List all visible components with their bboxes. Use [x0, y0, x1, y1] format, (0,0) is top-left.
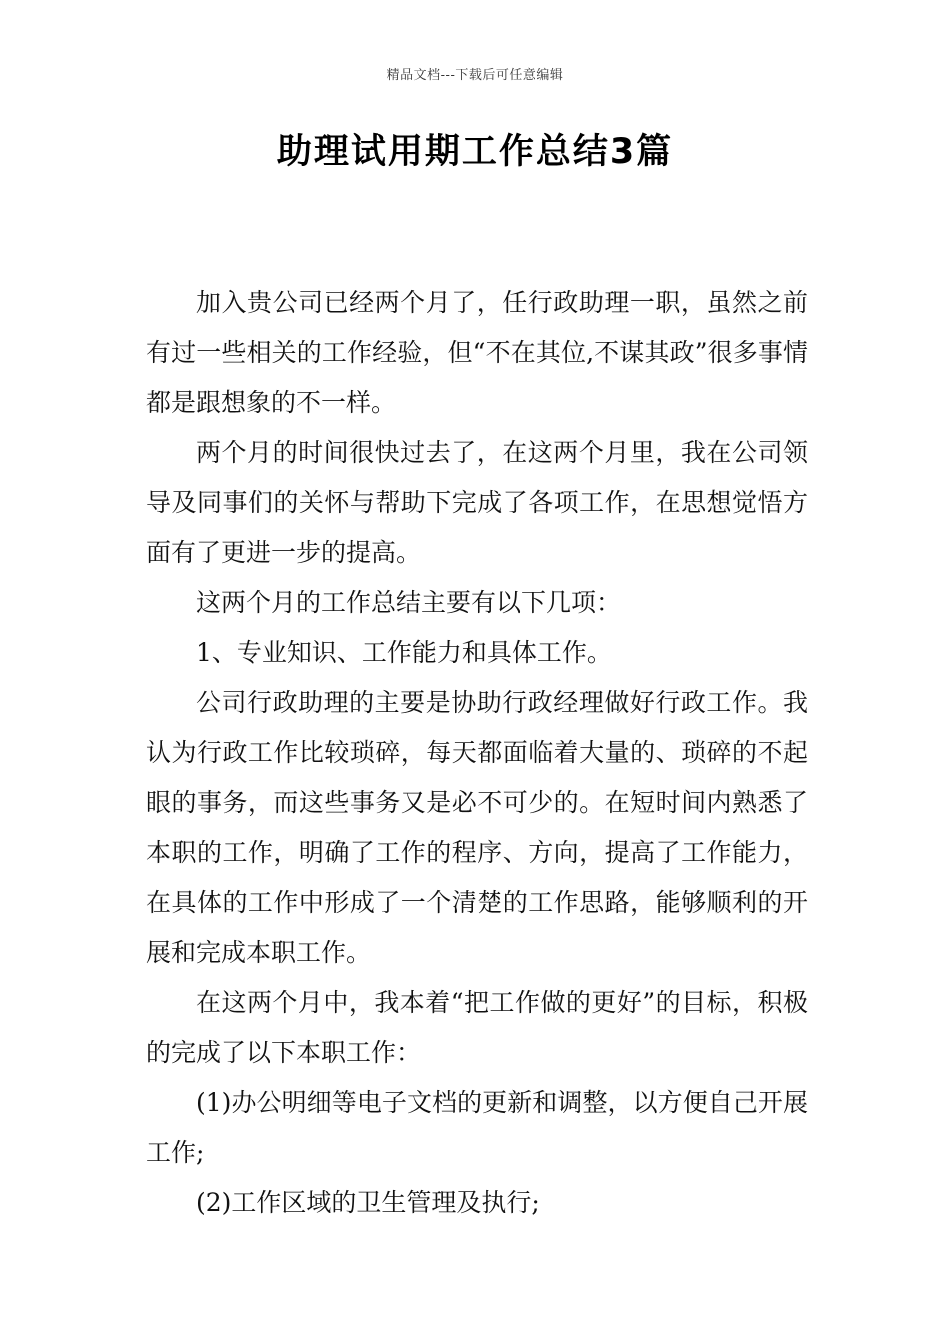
paragraph-item-1: (1)办公明细等电子文档的更新和调整，以方便自己开展工作; — [146, 1088, 808, 1167]
paragraph-intro: 加入贵公司已经两个月了，任行政助理一职，虽然之前有过一些相关的工作经验，但“不在其位,不谋其政”很多事情都是跟想象的不一样。 — [146, 288, 808, 417]
paragraph-heading-1: 1、专业知识、工作能力和具体工作。 — [196, 638, 612, 667]
paragraph-summary-lead: 这两个月的工作总结主要有以下几项： — [196, 588, 622, 617]
paragraph-goal: 在这两个月中，我本着“把工作做的更好”的目标，积极的完成了以下本职工作： — [146, 988, 808, 1067]
paragraph-item-2: (2)工作区域的卫生管理及执行; — [196, 1188, 540, 1217]
paragraph-two-months: 两个月的时间很快过去了，在这两个月里，我在公司领导及同事们的关怀与帮助下完成了各项工作，在思想觉悟方面有了更进一步的提高。 — [146, 438, 808, 567]
page-header: 精品文档---下载后可任意编辑 — [386, 68, 564, 83]
paragraph-admin-work: 公司行政助理的主要是协助行政经理做好行政工作。我认为行政工作比较琐碎，每天都面临着大量的、琐碎的不起眼的事务，而这些事务又是必不可少的。在短时间内熟悉了本职的工作，明确了工作的程序、方向，提高了工作能力，在具体的工作中形成了一个清楚的工作思路，能够顺利的开展和完成本职工作。 — [146, 688, 808, 967]
document-body — [146, 278, 808, 1228]
document-title: 助理试用期工作总结3篇 — [276, 132, 674, 172]
